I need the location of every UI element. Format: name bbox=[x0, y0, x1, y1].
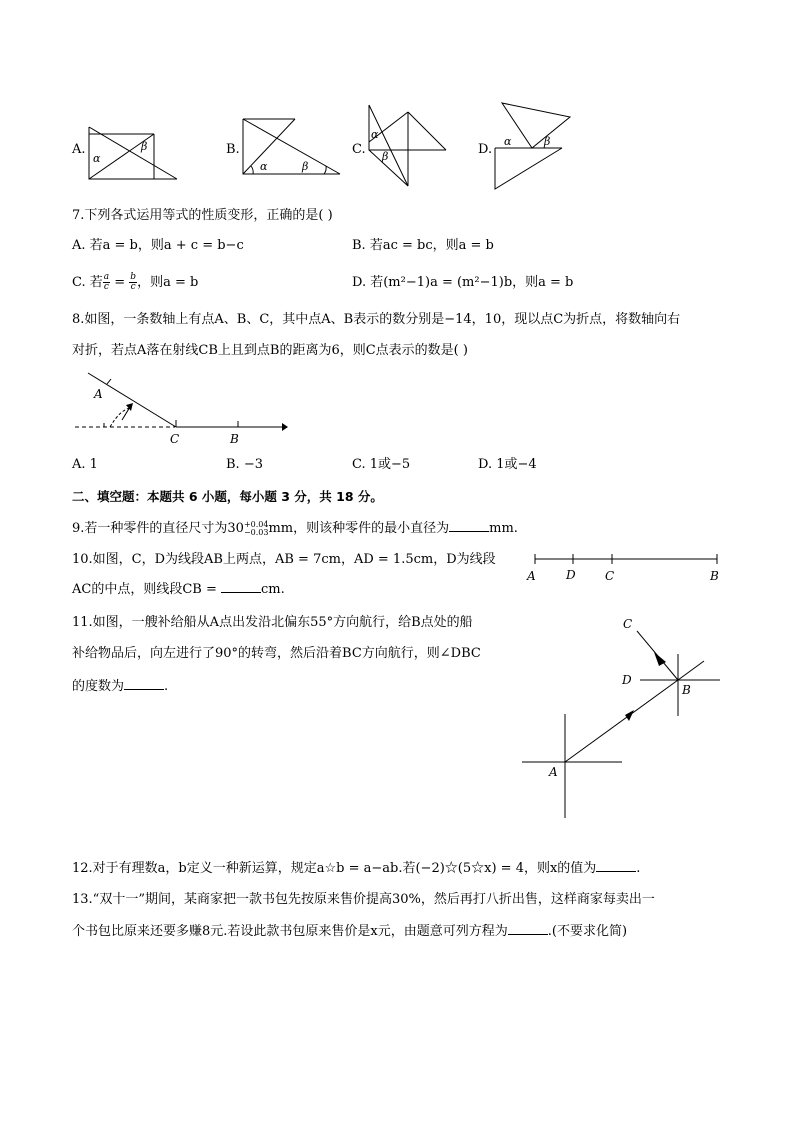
q11-line-3 bbox=[72, 677, 168, 696]
q7-option-c bbox=[72, 270, 198, 296]
q6-option-a-label: A. bbox=[72, 142, 86, 157]
q9-text bbox=[72, 519, 518, 538]
q7-stem: 7.下列各式运用等式的性质变形，正确的是( ) bbox=[72, 208, 333, 223]
q12-text bbox=[72, 859, 640, 878]
q12-answer-blank[interactable] bbox=[596, 859, 636, 872]
q11-line-3-prefix: 的度数为 bbox=[72, 679, 125, 694]
q13-line-2 bbox=[72, 922, 627, 941]
q8-option-a: A. 1 bbox=[72, 457, 98, 472]
beta-label: β bbox=[302, 160, 309, 173]
q8-line-2: 对折，若点A落在射线CB上且到点B的距离为6，则C点表示的数是( ) bbox=[72, 343, 468, 358]
q6-option-a-figure bbox=[86, 124, 182, 182]
q10-answer-blank[interactable] bbox=[221, 580, 261, 593]
q9-mid: mm，则该种零件的最小直径为 bbox=[268, 521, 450, 536]
q6-option-c-label: C. bbox=[352, 142, 366, 157]
q13-line-2-prefix: 个书包比原来还要多赚8元.若设此款书包原来售价是x元，由题意可列方程为 bbox=[72, 924, 508, 939]
q11-line-2: 补给物品后，向左进行了90°的转弯，然后沿着BC方向航行，则∠DBC bbox=[72, 646, 481, 661]
alpha-label: α bbox=[93, 152, 101, 165]
q12-suffix: . bbox=[636, 861, 641, 876]
alpha-label: α bbox=[504, 135, 512, 148]
q7-option-d: D. 若(m²−1)a = (m²−1)b，则a = b bbox=[352, 275, 574, 290]
point-c-label: C bbox=[170, 432, 180, 446]
frac-numerator: b bbox=[130, 272, 137, 282]
q6-option-b-label: B. bbox=[226, 142, 240, 157]
fraction-b-over-c bbox=[129, 273, 137, 292]
beta-label: β bbox=[382, 150, 389, 163]
q9-tolerance bbox=[244, 521, 269, 537]
q9-prefix: 9.若一种零件的直径尺寸为30 bbox=[72, 521, 244, 536]
q6-option-c-figure bbox=[366, 102, 448, 188]
frac-denominator: c bbox=[103, 282, 109, 292]
point-d-label: D bbox=[622, 673, 632, 687]
q7-c-suffix: ，则a = b bbox=[137, 275, 199, 290]
frac-numerator: a bbox=[103, 272, 110, 282]
section-heading-fill-in: 二、填空题：本题共 6 小题，每小题 3 分，共 18 分。 bbox=[72, 489, 383, 504]
q6-option-d-label: D. bbox=[478, 142, 493, 157]
point-b-label: B bbox=[710, 569, 719, 583]
point-b-label: B bbox=[230, 432, 239, 446]
q10-line-2-suffix: cm. bbox=[261, 582, 285, 597]
point-c-label: C bbox=[605, 569, 615, 583]
alpha-label: α bbox=[371, 128, 379, 141]
point-a-label: A bbox=[549, 765, 558, 779]
q6-option-b-figure bbox=[240, 116, 344, 178]
q6-option-d-figure bbox=[492, 100, 574, 192]
q10-line-1: 10.如图，C，D为线段AB上两点，AB = 7cm，AD = 1.5cm，D为线段 bbox=[72, 552, 496, 567]
q9-lower-tolerance: −0.03 bbox=[243, 527, 269, 537]
q10-line-2 bbox=[72, 580, 285, 599]
q8-option-c: C. 1或−5 bbox=[352, 457, 411, 472]
q9-upper-tolerance: +0.04 bbox=[243, 519, 269, 529]
q8-line-1: 8.如图，一条数轴上有点A、B、C，其中点A、B表示的数分别是−14，10，现以点C为折点，将数轴向右 bbox=[72, 312, 681, 327]
beta-label: β bbox=[141, 140, 148, 153]
q9-answer-blank[interactable] bbox=[449, 519, 489, 532]
q13-line-1: 13.“双十一”期间，某商家把一款书包先按原来售价提高30%，然后再打八折出售，这样商家每卖出一 bbox=[72, 892, 655, 907]
q7-c-prefix: C. 若 bbox=[72, 275, 103, 290]
q13-line-2-suffix: .(不要求化简) bbox=[547, 924, 628, 939]
q11-line-3-suffix: . bbox=[164, 679, 169, 694]
alpha-label: α bbox=[260, 160, 268, 173]
q8-option-d: D. 1或−4 bbox=[478, 457, 537, 472]
q7-option-b: B. 若ac = bc，则a = b bbox=[352, 238, 494, 253]
q7-option-a: A. 若a = b，则a + c = b−c bbox=[72, 238, 244, 253]
equals: = bbox=[110, 275, 130, 290]
point-b-label: B bbox=[682, 683, 691, 697]
point-a-label: A bbox=[94, 387, 103, 401]
q11-line-1: 11.如图，一艘补给船从A点出发沿北偏东55°方向航行，给B点处的船 bbox=[72, 615, 473, 630]
frac-denominator: c bbox=[130, 282, 136, 292]
beta-label: β bbox=[544, 135, 551, 148]
point-a-label: A bbox=[527, 569, 536, 583]
q8-option-b: B. −3 bbox=[226, 457, 263, 472]
q13-answer-blank[interactable] bbox=[508, 922, 548, 935]
q12-prefix: 12.对于有理数a，b定义一种新运算，规定a☆b = a−ab.若(−2)☆(5☆x) = 4，则x的值为 bbox=[72, 861, 597, 876]
q11-navigation-figure bbox=[518, 610, 728, 822]
q8-number-line-figure bbox=[70, 370, 290, 448]
point-c-label: C bbox=[623, 617, 633, 631]
q11-answer-blank[interactable] bbox=[124, 677, 164, 690]
q10-line-2-prefix: AC的中点，则线段CB = bbox=[72, 582, 221, 597]
q10-segment-figure bbox=[524, 550, 724, 586]
q9-suffix: mm. bbox=[489, 521, 518, 536]
point-d-label: D bbox=[566, 568, 576, 582]
